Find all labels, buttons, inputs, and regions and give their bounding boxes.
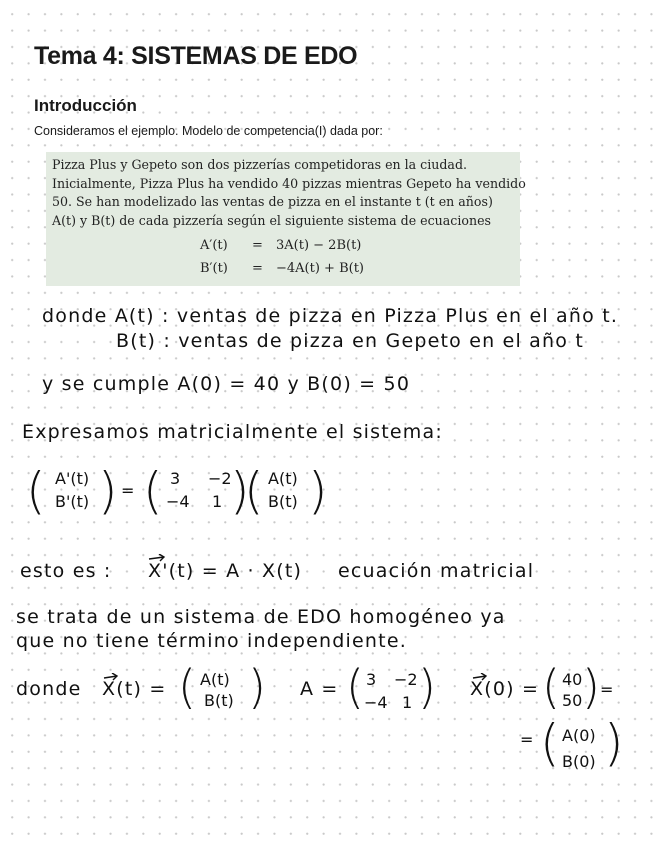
vector-arrow-icon <box>103 668 119 676</box>
paren-x0c-left: ( <box>540 714 560 772</box>
paren-x-left: ( <box>178 660 196 714</box>
m3-top: A(t) <box>268 469 298 488</box>
statement-line-3: 50. Se han modelizado las ventas de pizza en el instante t (t en años) <box>52 194 493 210</box>
m3-bottom: B(t) <box>268 492 298 511</box>
x0-top: 40 <box>562 670 583 689</box>
note-ecuacion-matricial: ecuación matricial <box>338 560 535 582</box>
note-esto-es: esto es : <box>20 560 112 582</box>
note-trata-1: se trata de un sistema de EDO homogéneo ya <box>16 606 506 628</box>
x0c-bottom: B(0) <box>562 752 596 771</box>
paren-left-2: ( <box>143 462 163 520</box>
a-11: 3 <box>366 670 377 689</box>
a-definition: A = <box>300 678 339 700</box>
a-22: 1 <box>402 693 413 712</box>
m2-a11: 3 <box>170 469 181 488</box>
x-definition: X(t) = <box>102 678 167 700</box>
equation-1-equals: = <box>252 238 263 253</box>
note-expresamos: Expresamos matricialmente el sistema: <box>22 421 443 443</box>
matrix-equals: = <box>121 481 135 500</box>
a-12: −2 <box>394 670 418 689</box>
paren-right-3: ) <box>308 462 328 520</box>
note-matrix-equation: X'(t) = A · X(t) <box>148 560 303 582</box>
page-title: Tema 4: SISTEMAS DE EDO <box>34 42 358 70</box>
paren-x0c-right: ) <box>604 714 624 772</box>
statement-line-2: Inicialmente, Pizza Plus ha vendido 40 pizzas mientras Gepeto ha vendido <box>52 175 526 191</box>
statement-line-1: Pizza Plus y Gepeto son dos pizzerías competidoras en la ciudad. <box>52 157 468 172</box>
note-trata-2: que no tiene término independiente. <box>16 630 407 652</box>
paren-a-left: ( <box>346 660 364 714</box>
equation-2-equals: = <box>252 261 263 276</box>
vector-arrow-icon <box>148 549 166 557</box>
statement-line-4: A(t) y B(t) de cada pizzería según el siguiente sistema de ecuaciones <box>52 212 491 228</box>
section-heading-introduccion: Introducción <box>34 96 137 115</box>
lead-text: Consideramos el ejemplo. Modelo de competencia(I) dada por: <box>34 124 383 138</box>
m1-top: A'(t) <box>55 469 90 488</box>
vector-arrow-icon <box>472 668 488 676</box>
paren-a-right: ) <box>418 660 436 714</box>
equation-2-lhs: B′(t) <box>200 261 228 276</box>
x0c-top: A(0) <box>562 726 596 745</box>
m2-a21: −4 <box>166 492 190 511</box>
x-top: A(t) <box>200 670 230 689</box>
paren-x-right: ) <box>248 660 266 714</box>
equation-1-lhs: A′(t) <box>200 238 228 253</box>
m1-bottom: B'(t) <box>55 492 90 511</box>
m2-a22: 1 <box>212 492 223 511</box>
note-donde-a: donde A(t) : ventas de pizza en Pizza Plus en el año t. <box>42 305 619 327</box>
paren-right-2: ) <box>230 462 250 520</box>
note-initial-conditions: y se cumple A(0) = 40 y B(0) = 50 <box>42 373 411 395</box>
x-bottom: B(t) <box>204 691 234 710</box>
a-21: −4 <box>364 693 388 712</box>
equation-2-rhs: −4A(t) + B(t) <box>276 261 364 276</box>
paren-x0-right: ) <box>582 660 600 714</box>
x0-definition: X(0) = <box>470 678 540 700</box>
note-donde-b: B(t) : ventas de pizza en Gepeto en el año t <box>116 330 584 352</box>
equation-1-rhs: 3A(t) − 2B(t) <box>276 238 362 253</box>
m2-a12: −2 <box>208 469 232 488</box>
note-donde-2: donde <box>16 678 82 700</box>
x0-bottom: 50 <box>562 691 583 710</box>
paren-left-3: ( <box>244 462 264 520</box>
paren-left-1: ( <box>26 462 46 520</box>
paren-x0-left: ( <box>542 660 560 714</box>
x0-equals: = <box>600 680 614 699</box>
x0-equals-2: = <box>520 730 534 749</box>
paren-right-1: ) <box>98 462 118 520</box>
